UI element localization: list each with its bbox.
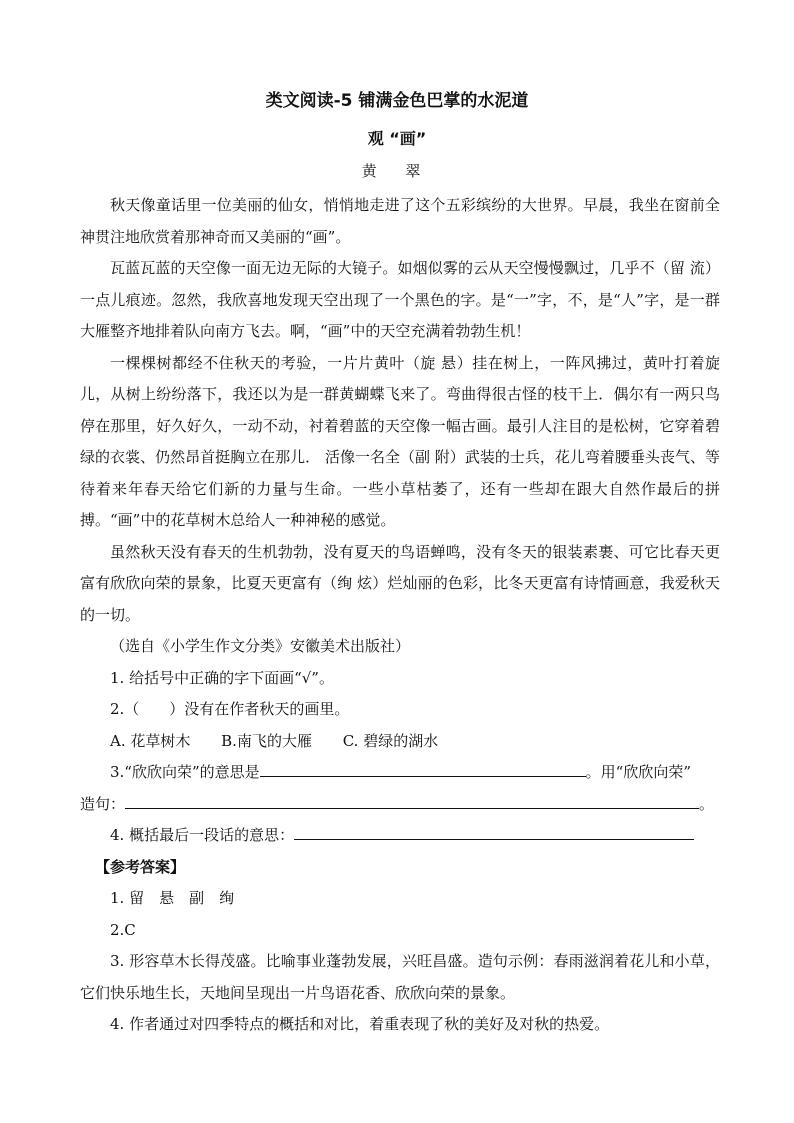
option-a: A. 花草树木 bbox=[110, 731, 191, 750]
question-2-options bbox=[80, 726, 720, 758]
question-3-suffix: 。用“欣欣向荣” bbox=[585, 763, 691, 781]
question-2: 2.（ ）没有在作者秋天的画里。 bbox=[110, 700, 350, 718]
question-4-text: 4. 概括最后一段话的意思： bbox=[110, 826, 295, 844]
answer-1: 1. 留 悬 副 绚 bbox=[110, 889, 235, 907]
question-4 bbox=[80, 820, 720, 852]
paragraph: 一棵棵树都经不住秋天的考验，一片片黄叶（旋 悬）挂在树上，一阵风拂过，黄叶打着旋儿，从树上纷纷落下，我还以为是一群黄蝴蝶飞来了。弯曲得很古怪的枝干上．偶尔有一两只鸟停在那里，好久好久，一动不动，衬着碧蓝的天空像一幅古画。最引人注目的是松树，它穿着碧绿的衣裳、仍然昂首挺胸立在那儿． 活像一名全（副 附）武装的士兵，花儿弯着腰垂头丧气、等待着来年春天给它们新的力量与生命。一些小草枯萎了，还有一些却在跟大自然作最后的拼搏。“画”中的花草树木总给人一种神秘的感觉。 bbox=[80, 353, 720, 529]
answer-blank[interactable] bbox=[294, 821, 694, 840]
answer-4: 4. 作者通过对四季特点的概括和对比，着重表现了秋的美好及对秋的热爱。 bbox=[110, 1015, 610, 1033]
answer-2: 2.C bbox=[110, 920, 136, 939]
question-3-line-2 bbox=[80, 789, 720, 821]
answers-heading: 【参考答案】 bbox=[95, 857, 186, 876]
article-title: 观 “画” bbox=[367, 129, 427, 148]
question-3 bbox=[80, 757, 720, 789]
paragraph: 秋天像童话里一位美丽的仙女，悄悄地走进了这个五彩缤纷的大世界。早晨，我坐在窗前全神贯注地欣赏着那神奇而又美丽的“画”。 bbox=[80, 196, 720, 246]
article-author: 黄 翠 bbox=[361, 162, 433, 180]
document-title: 类文阅读-5 铺满金色巴掌的水泥道 bbox=[265, 91, 529, 111]
question-1: 1. 给括号中正确的字下面画“√”。 bbox=[110, 668, 334, 687]
question-3-line2-suffix: 。 bbox=[699, 794, 715, 813]
question-3-line2-prefix: 造句： bbox=[80, 794, 126, 813]
paragraph: 虽然秋天没有春天的生机勃勃，没有夏天的鸟语蝉鸣，没有冬天的银装素裹、可它比春天更富有欣欣向荣的景象，比夏天更富有（绚 炫）烂灿丽的色彩，比冬天更富有诗情画意，我爱秋天的一切。 bbox=[80, 542, 720, 624]
option-c: C. 碧绿的湖水 bbox=[342, 731, 439, 750]
paragraph: 瓦蓝瓦蓝的天空像一面无边无际的大镜子。如烟似雾的云从天空慢慢飘过，几乎不（留 流）一点儿痕迹。忽然，我欣喜地发现天空出现了一个黑色的字。是“一”字，不，是“人”字，是一群大雁整齐地排着队向南方飞去。啊，“画”中的天空充满着勃勃生机！ bbox=[80, 259, 720, 340]
answer-blank[interactable] bbox=[260, 758, 586, 777]
option-b: B.南飞的大雁 bbox=[221, 731, 312, 750]
answer-3: 3. 形容草木长得茂盛。比喻事业蓬勃发展，兴旺昌盛。造句示例：春雨滋润着花儿和小草，它们快乐地生长，天地间呈现出一片鸟语花香、欣欣向荣的景象。 bbox=[80, 952, 720, 1002]
document-body bbox=[80, 190, 720, 1041]
article-source: （选自《小学生作文分类》安徽美术出版社） bbox=[110, 637, 411, 655]
answer-blank[interactable] bbox=[125, 790, 699, 809]
question-3-prefix: 3.“欣欣向荣”的意思是 bbox=[110, 763, 260, 781]
